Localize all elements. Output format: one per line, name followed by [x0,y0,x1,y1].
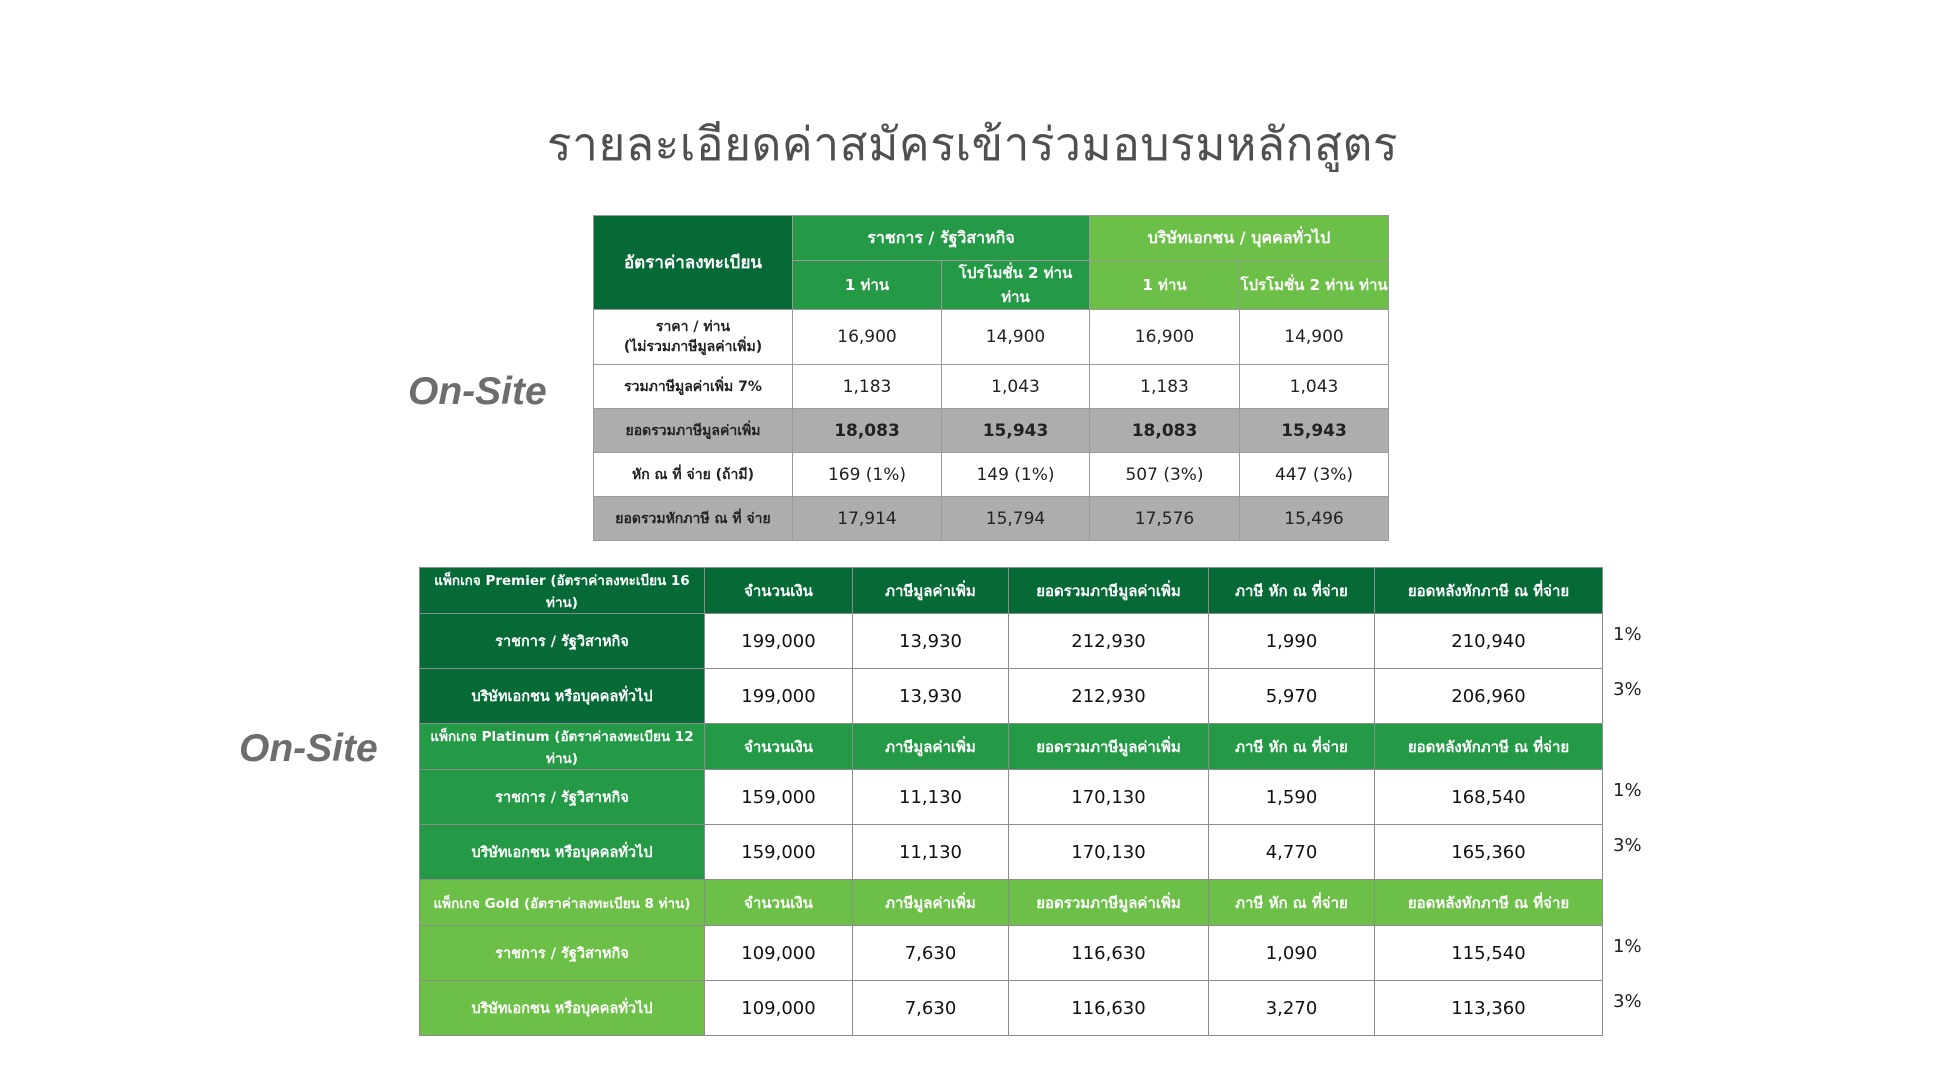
table-cell: 447 (3%) [1240,453,1389,497]
column-header: ภาษีมูลค่าเพิ่ม [853,880,1009,926]
table-cell: 18,083 [793,409,942,453]
gov-promo-header: โปรโมชั่น 2 ท่าน ท่าน [942,261,1090,310]
table-cell: 16,900 [1090,310,1240,365]
table-cell: 18,083 [1090,409,1240,453]
withholding-rate-note: 1% [1603,770,1662,825]
gov-one-person-header: 1 ท่าน [793,261,942,310]
table-cell: 16,900 [793,310,942,365]
table-row [420,770,1662,825]
table-cell: 4,770 [1209,825,1375,880]
column-header: ยอดรวมภาษีมูลค่าเพิ่ม [1009,568,1209,614]
table-cell: 109,000 [705,981,853,1036]
column-header: จำนวนเงิน [705,724,853,770]
onsite-label: On-Site [408,370,547,413]
row-label: รวมภาษีมูลค่าเพิ่ม 7% [594,365,793,409]
table-cell: 1,043 [1240,365,1389,409]
table-cell: 13,930 [853,669,1009,724]
table-row [594,497,1389,541]
withholding-rate-note: 3% [1603,825,1662,880]
onsite-label: On-Site [239,727,378,770]
table-row [420,614,1662,669]
package-name: แพ็กเกจ Platinum (อัตราค่าลงทะเบียน 12 ท่าน) [420,724,705,770]
row-label: ยอดรวมหักภาษี ณ ที่ จ่าย [594,497,793,541]
table-cell: 206,960 [1375,669,1603,724]
blank-cell [1603,880,1662,926]
table-cell: 210,940 [1375,614,1603,669]
table-cell: 1,590 [1209,770,1375,825]
withholding-rate-note: 1% [1603,926,1662,981]
column-header: ยอดหลังหักภาษี ณ ที่จ่าย [1375,880,1603,926]
table-cell: 15,794 [942,497,1090,541]
table-cell: 11,130 [853,770,1009,825]
private-one-person-header: 1 ท่าน [1090,261,1240,310]
gov-group-header: ราชการ / รัฐวิสาหกิจ [793,216,1090,261]
table-row [594,409,1389,453]
row-label: ราชการ / รัฐวิสาหกิจ [420,926,705,981]
table-cell: 15,943 [942,409,1090,453]
table-cell: 212,930 [1009,669,1209,724]
package-name: แพ็กเกจ Gold (อัตราค่าลงทะเบียน 8 ท่าน) [420,880,705,926]
table-cell: 1,183 [793,365,942,409]
table-cell: 165,360 [1375,825,1603,880]
table-cell: 1,990 [1209,614,1375,669]
private-promo-header: โปรโมชั่น 2 ท่าน ท่าน [1240,261,1389,310]
column-header: ภาษีมูลค่าเพิ่ม [853,568,1009,614]
table-cell: 113,360 [1375,981,1603,1036]
blank-cell [1603,724,1662,770]
package-platinum-header-row [420,724,1662,770]
row-label [594,310,793,365]
table-row [420,669,1662,724]
table-cell: 14,900 [1240,310,1389,365]
column-header: ภาษี หัก ณ ที่จ่าย [1209,568,1375,614]
table-cell: 11,130 [853,825,1009,880]
table-cell: 17,914 [793,497,942,541]
row-label-line: (ไม่รวมภาษีมูลค่าเพิ่ม) [623,339,763,355]
table-cell: 507 (3%) [1090,453,1240,497]
table-cell: 17,576 [1090,497,1240,541]
table-cell: 168,540 [1375,770,1603,825]
column-header: จำนวนเงิน [705,880,853,926]
table-cell: 1,183 [1090,365,1240,409]
column-header: ภาษี หัก ณ ที่จ่าย [1209,724,1375,770]
row-label: ราชการ / รัฐวิสาหกิจ [420,614,705,669]
row-label: บริษัทเอกชน หรือบุคคลทั่วไป [420,825,705,880]
table-row [420,825,1662,880]
table-cell: 13,930 [853,614,1009,669]
table-row [594,365,1389,409]
row-label: ราชการ / รัฐวิสาหกิจ [420,770,705,825]
table-row [420,981,1662,1036]
page-title: รายละเอียดค่าสมัครเข้าร่วมอบรมหลักสูตร [546,117,1399,171]
column-header: ยอดหลังหักภาษี ณ ที่จ่าย [1375,724,1603,770]
column-header: ยอดหลังหักภาษี ณ ที่จ่าย [1375,568,1603,614]
table-row [594,453,1389,497]
withholding-rate-note: 3% [1603,981,1662,1036]
table-cell: 149 (1%) [942,453,1090,497]
table-cell: 1,043 [942,365,1090,409]
table-cell: 15,496 [1240,497,1389,541]
table-row [594,310,1389,365]
column-header: ยอดรวมภาษีมูลค่าเพิ่ม [1009,880,1209,926]
column-header: ยอดรวมภาษีมูลค่าเพิ่ม [1009,724,1209,770]
column-header: ภาษี หัก ณ ที่จ่าย [1209,880,1375,926]
table-cell: 199,000 [705,669,853,724]
withholding-rate-note: 3% [1603,669,1662,724]
table-cell: 5,970 [1209,669,1375,724]
table-cell: 159,000 [705,825,853,880]
table-cell: 7,630 [853,981,1009,1036]
registration-rates-table [593,215,1389,541]
packages-table [419,567,1662,1036]
table-cell: 199,000 [705,614,853,669]
row-label: บริษัทเอกชน หรือบุคคลทั่วไป [420,981,705,1036]
row-label: บริษัทเอกชน หรือบุคคลทั่วไป [420,669,705,724]
table-cell: 7,630 [853,926,1009,981]
table-row [420,926,1662,981]
table-cell: 169 (1%) [793,453,942,497]
table-cell: 170,130 [1009,825,1209,880]
row-label: ยอดรวมภาษีมูลค่าเพิ่ม [594,409,793,453]
rates-corner-header: อัตราค่าลงทะเบียน [594,216,793,310]
table-cell: 116,630 [1009,981,1209,1036]
table-cell: 14,900 [942,310,1090,365]
table-cell: 116,630 [1009,926,1209,981]
table-cell: 212,930 [1009,614,1209,669]
table-cell: 3,270 [1209,981,1375,1036]
table-cell: 1,090 [1209,926,1375,981]
private-group-header: บริษัทเอกชน / บุคคลทั่วไป [1090,216,1389,261]
package-name: แพ็กเกจ Premier (อัตราค่าลงทะเบียน 16 ท่าน) [420,568,705,614]
table-cell: 115,540 [1375,926,1603,981]
row-label: หัก ณ ที่ จ่าย (ถ้ามี) [594,453,793,497]
blank-cell [1603,568,1662,614]
table-cell: 15,943 [1240,409,1389,453]
column-header: ภาษีมูลค่าเพิ่ม [853,724,1009,770]
row-label-line: ราคา / ท่าน [655,319,731,335]
table-cell: 109,000 [705,926,853,981]
table-cell: 170,130 [1009,770,1209,825]
table-cell: 159,000 [705,770,853,825]
withholding-rate-note: 1% [1603,614,1662,669]
column-header: จำนวนเงิน [705,568,853,614]
package-gold-header-row [420,880,1662,926]
package-premier-header-row [420,568,1662,614]
